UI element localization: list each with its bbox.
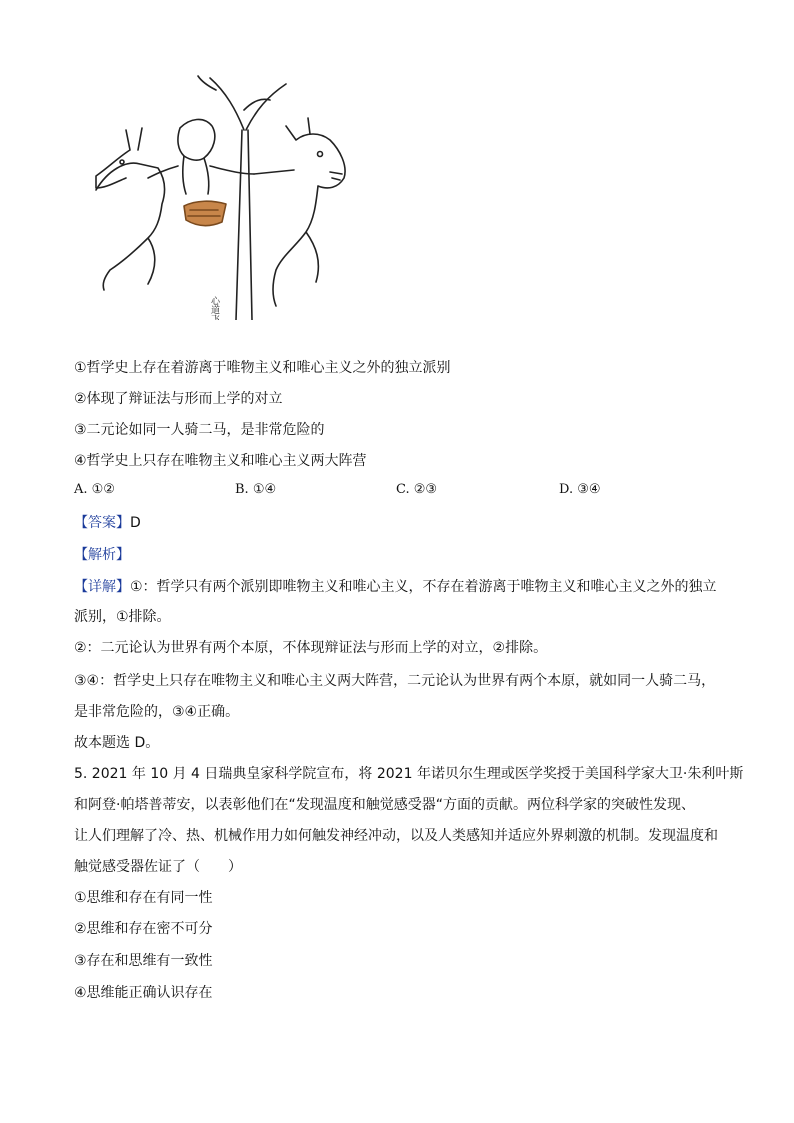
q5-stem-2: 和阿登·帕塔普蒂安，以表彰他们在“发现温度和触觉感受器“方面的贡献。两位科学家的突破性发现、 <box>74 797 695 813</box>
q5-stem-3: 让人们理解了冷、热、机械作用力如何触发神经冲动，以及人类感知并适应外界刺激的机制。发现温度和 <box>74 828 718 844</box>
q5-stem-1: 5. 2021 年 10 月 4 日瑞典皇家科学院宣布，将 2021 年诺贝尔生理或医学奖授于美国科学家大卫·朱利叶斯 <box>74 766 744 782</box>
q4-conclusion: 故本题选 D。 <box>74 735 160 751</box>
q4-option-d: D. ③④ <box>559 482 601 497</box>
q5-stem-4: 触觉感受器佐证了（ ） <box>74 859 242 875</box>
q4-analysis-tag: 【解析】 <box>74 547 130 563</box>
q5-statement-3: ③存在和思维有一致性 <box>74 953 213 969</box>
q4-option-b: B. ①④ <box>235 482 277 497</box>
q4-options <box>74 482 734 502</box>
cartoon-illustration <box>86 70 376 320</box>
q5-statement-2: ②思维和存在密不可分 <box>74 921 213 937</box>
q4-statement-1: ①哲学史上存在着游离于唯物主义和唯心主义之外的独立派别 <box>74 360 451 376</box>
answer-value: D <box>130 515 141 531</box>
q4-statement-4: ④哲学史上只存在唯物主义和唯心主义两大阵营 <box>74 453 367 469</box>
q5-statement-1: ①思维和存在有同一性 <box>74 890 213 906</box>
q4-detail-3: ②：二元论认为世界有两个本原，不体现辩证法与形而上学的对立，②排除。 <box>74 640 548 656</box>
q4-answer <box>74 513 141 533</box>
q4-detail-5: 是非常危险的，③④正确。 <box>74 704 240 720</box>
detail-tag: 【详解】 <box>74 579 130 595</box>
q4-statement-3: ③二元论如同一人骑二马，是非常危险的 <box>74 422 325 438</box>
q4-option-c: C. ②③ <box>396 482 438 497</box>
q4-detail-2: 派别，①排除。 <box>74 609 171 625</box>
q4-option-a: A. ①② <box>74 482 115 497</box>
q4-statement-2: ②体现了辩证法与形而上学的对立 <box>74 391 283 407</box>
cartoon-signature: 心道飞 <box>209 296 219 320</box>
q5-statement-4: ④思维能正确认识存在 <box>74 985 213 1001</box>
q4-detail-1: 【详解】①：哲学只有两个派别即唯物主义和唯心主义，不存在着游离于唯物主义和唯心主义之外的独立 <box>74 579 717 595</box>
answer-tag: 【答案】 <box>74 515 130 531</box>
q4-detail-4: ③④：哲学史上只存在唯物主义和唯心主义两大阵营，二元论认为世界有两个本原，就如同一人骑二马， <box>74 673 716 689</box>
